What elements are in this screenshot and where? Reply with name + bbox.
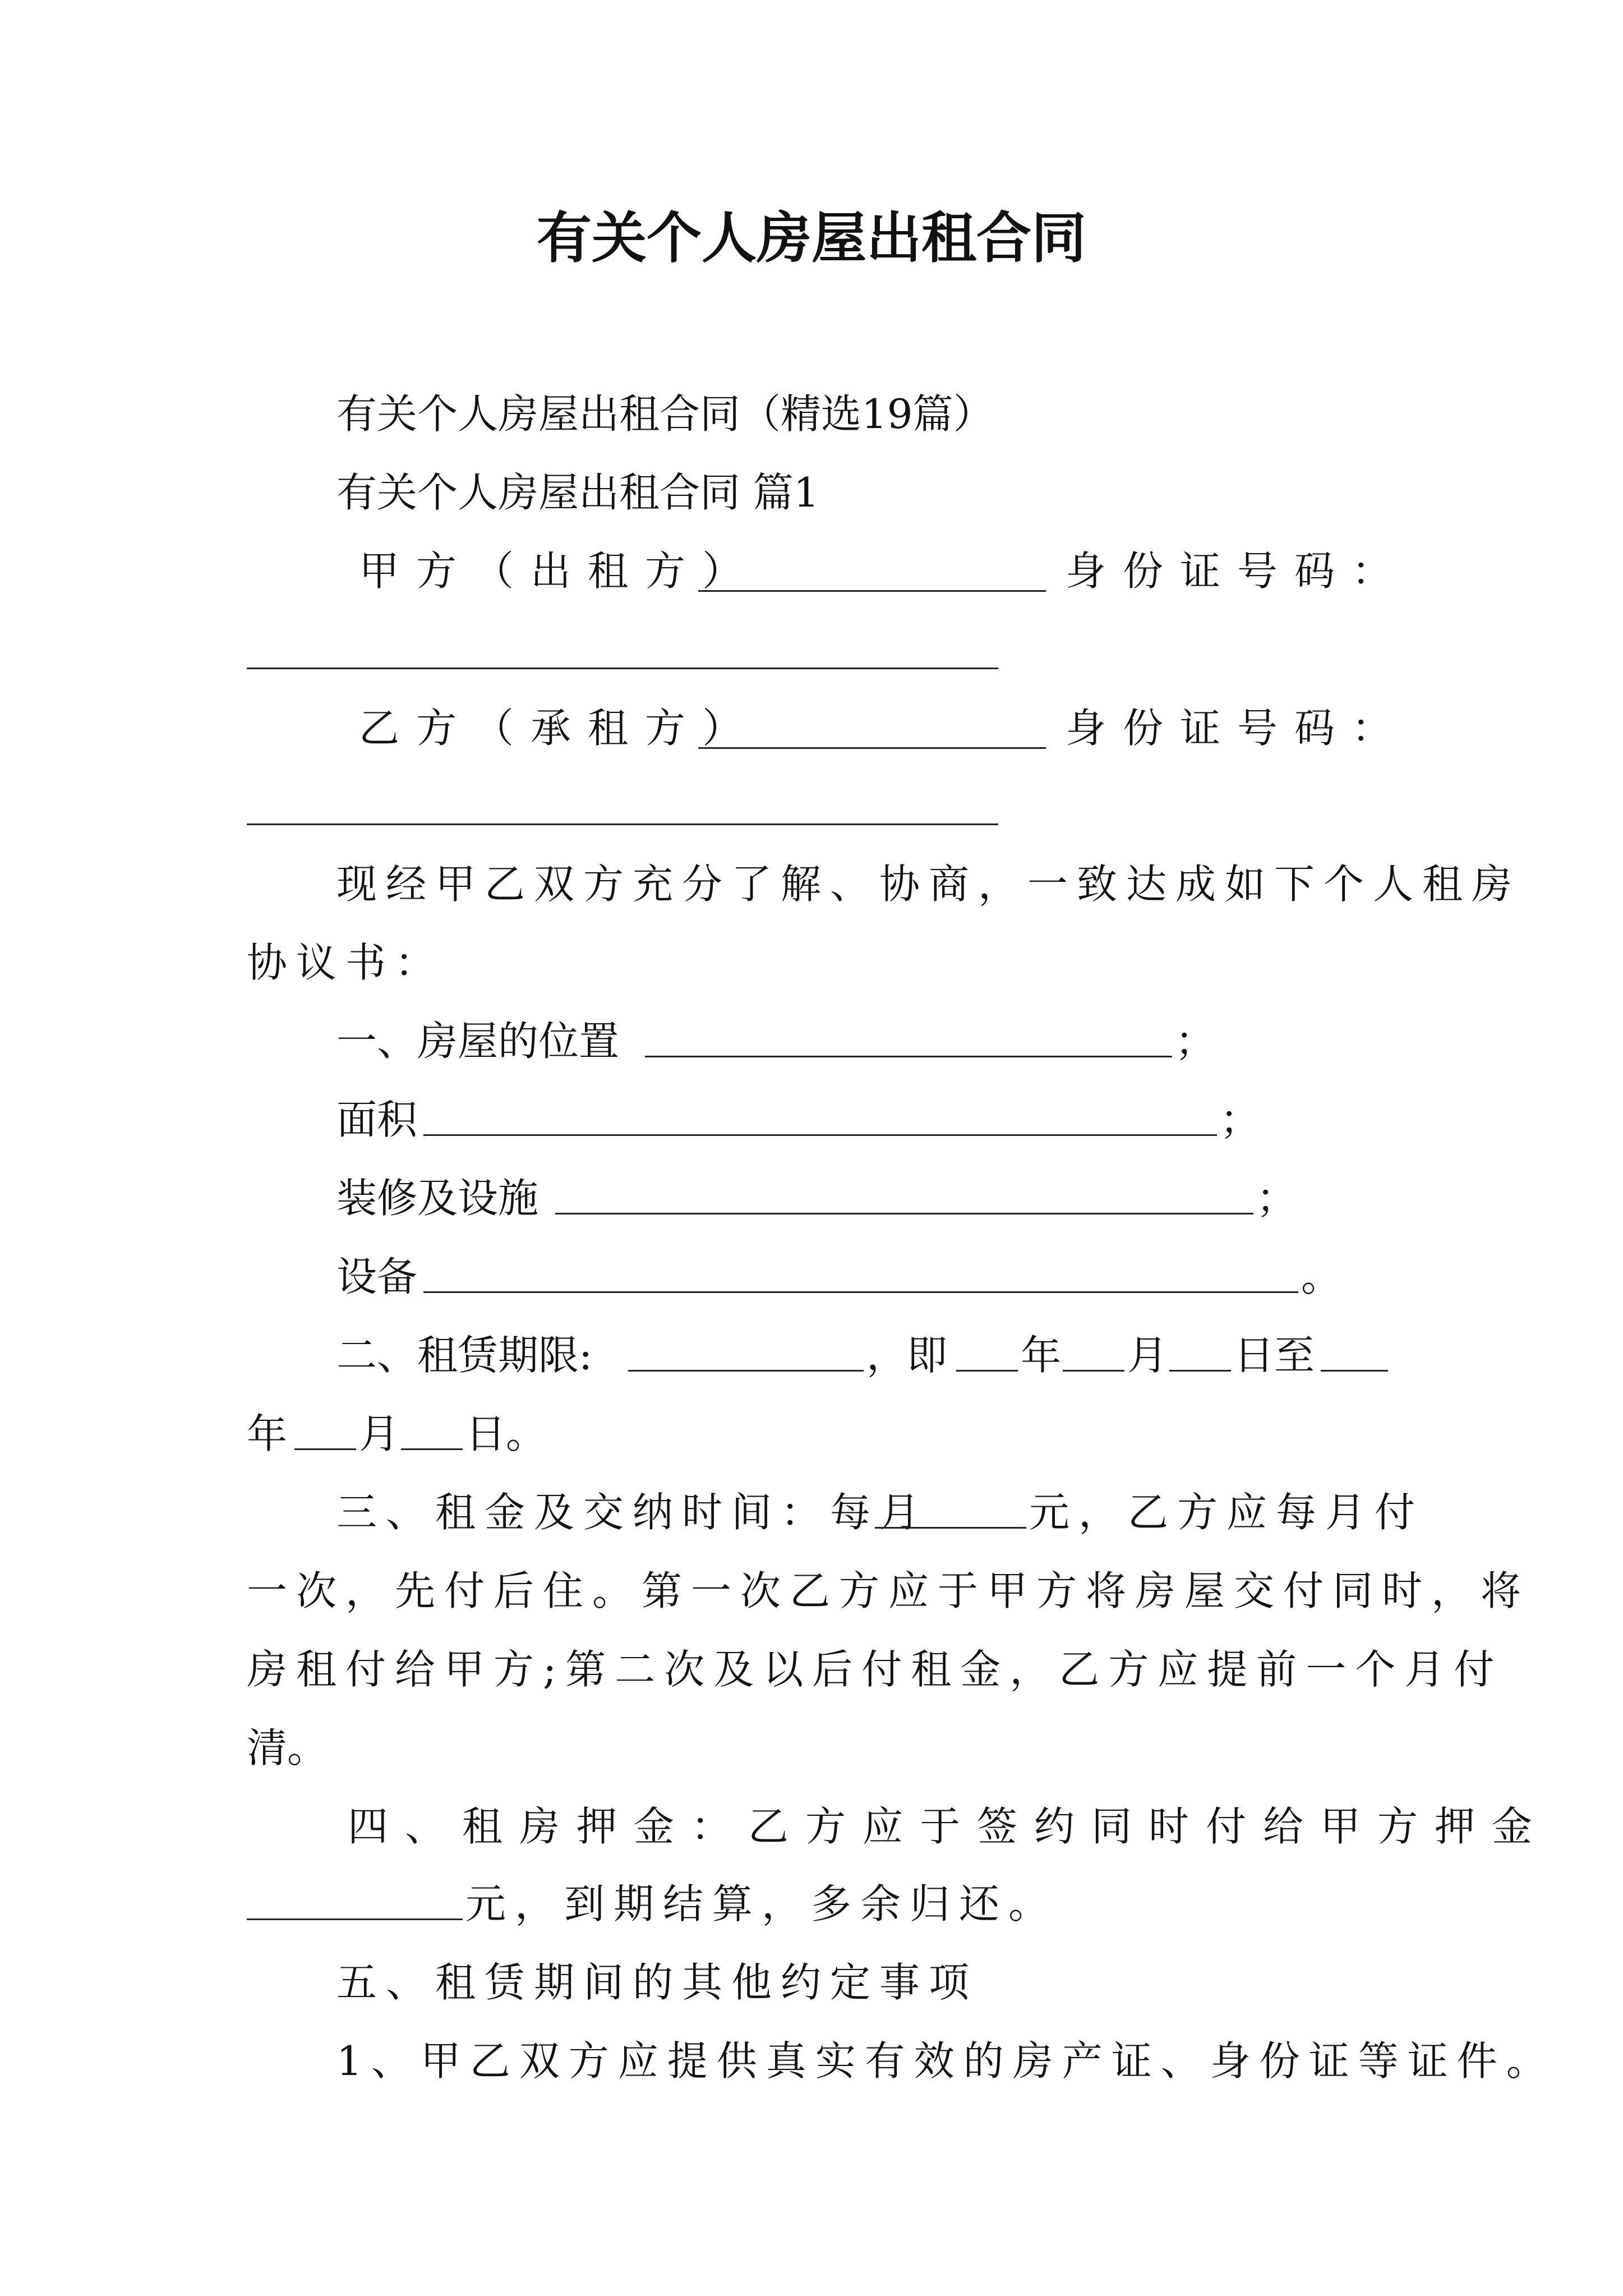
intro-line-2: 协议书： bbox=[247, 939, 445, 986]
subtitle: 有关个人房屋出租合同（精选19篇） bbox=[336, 390, 994, 438]
period-mark: 。 bbox=[1301, 1253, 1342, 1300]
end-month-label: 月 bbox=[359, 1410, 400, 1457]
location-blank[interactable] bbox=[645, 1056, 1172, 1057]
semicolon-2: ； bbox=[1220, 1096, 1261, 1143]
semicolon-3: ； bbox=[1256, 1175, 1297, 1222]
party-a-id-label: 身份证号码： bbox=[1066, 547, 1409, 595]
end-year-label: 年 bbox=[247, 1410, 288, 1457]
chapter-heading: 有关个人房屋出租合同 篇1 bbox=[336, 469, 819, 516]
document-title: 有关个人房屋出租合同 bbox=[536, 206, 1086, 270]
item3-line-1a: 三、租金及交纳时间：每月 bbox=[336, 1489, 929, 1536]
equipment-blank[interactable] bbox=[423, 1291, 1298, 1293]
end-month-blank[interactable] bbox=[294, 1448, 356, 1450]
item5-heading: 五、租赁期间的其他约定事项 bbox=[336, 1959, 979, 2006]
start-month-blank[interactable] bbox=[1063, 1370, 1124, 1372]
item1-area-label: 面积 bbox=[336, 1096, 418, 1143]
start-year-blank[interactable] bbox=[956, 1370, 1018, 1372]
decoration-blank[interactable] bbox=[555, 1213, 1253, 1214]
item3-line-3: 房租付给甲方;第二次及以后付租金，乙方应提前一个月付 bbox=[247, 1646, 1504, 1693]
item2-ji: ，即 bbox=[866, 1332, 948, 1379]
item3-line-2: 一次，先付后住。第一次乙方应于甲方将房屋交付同时，将 bbox=[247, 1567, 1530, 1614]
item5-clause-1: 1、甲乙双方应提供真实有效的房产证、身份证等证件。 bbox=[336, 2037, 1556, 2085]
monthly-rent-blank[interactable] bbox=[875, 1527, 1026, 1529]
party-b-label: 乙方（承租方） bbox=[359, 705, 760, 752]
party-a-id-blank[interactable] bbox=[247, 668, 998, 669]
lease-term-blank[interactable] bbox=[628, 1370, 864, 1372]
item1-equipment-label: 设备 bbox=[336, 1253, 418, 1300]
party-a-label: 甲方（出租方） bbox=[359, 547, 760, 595]
item4-line-1: 四、租房押金：乙方应于签约同时付给甲方押金 bbox=[348, 1803, 1550, 1850]
semicolon-1: ； bbox=[1175, 1018, 1216, 1065]
start-day-blank[interactable] bbox=[1169, 1370, 1231, 1372]
item4-line-2: 元，到期结算，多余归还。 bbox=[465, 1880, 1058, 1927]
item3-line-1b: 元，乙方应每月付 bbox=[1029, 1489, 1424, 1536]
start-month-label: 月 bbox=[1127, 1332, 1168, 1379]
start-year-label: 年 bbox=[1021, 1332, 1062, 1379]
party-b-name-blank[interactable] bbox=[698, 747, 1046, 749]
start-day-to: 日至 bbox=[1234, 1332, 1315, 1379]
item2-label: 二、租赁期限: bbox=[336, 1332, 593, 1379]
area-blank[interactable] bbox=[423, 1134, 1217, 1136]
party-b-id-blank[interactable] bbox=[247, 823, 998, 825]
end-day-label: 日。 bbox=[465, 1410, 547, 1457]
deposit-blank[interactable] bbox=[247, 1918, 463, 1920]
party-a-name-blank[interactable] bbox=[698, 590, 1046, 592]
end-year-blank[interactable] bbox=[1321, 1370, 1388, 1372]
intro-line-1: 现经甲乙双方充分了解、协商，一致达成如下个人租房 bbox=[336, 861, 1521, 908]
party-b-id-label: 身份证号码： bbox=[1066, 705, 1409, 752]
item1-decoration-label: 装修及设施 bbox=[336, 1175, 539, 1222]
item1-location-label: 一、房屋的位置 bbox=[336, 1018, 620, 1065]
item3-line-4: 清。 bbox=[247, 1724, 328, 1772]
end-day-blank[interactable] bbox=[401, 1448, 463, 1450]
